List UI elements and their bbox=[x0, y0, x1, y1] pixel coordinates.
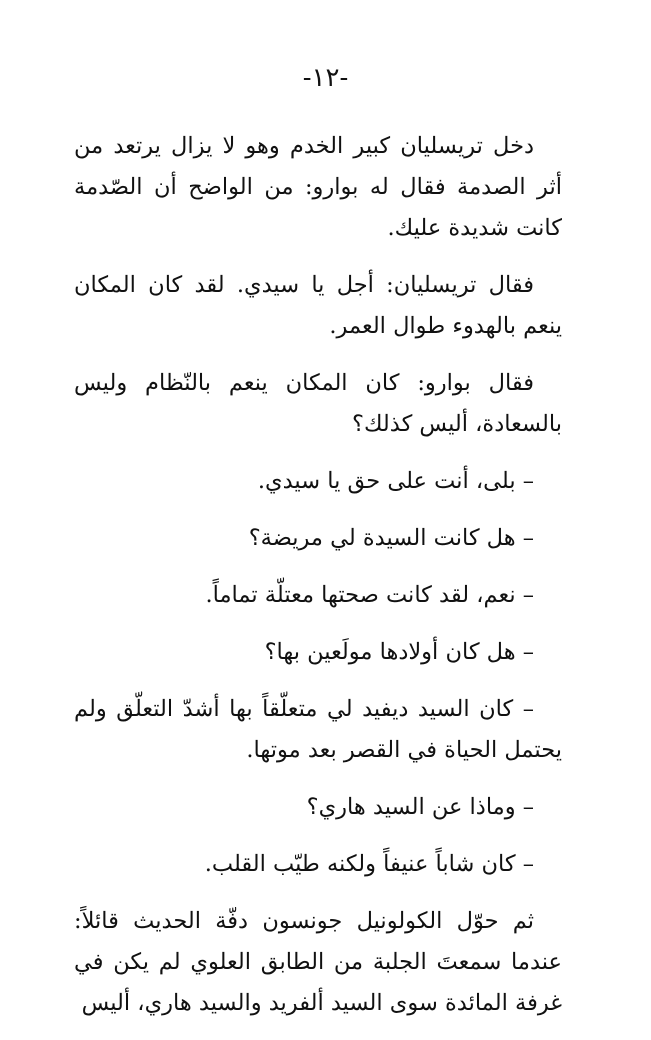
body-text bbox=[74, 126, 562, 1040]
paragraph-2: فقال تريسليان: أجل يا سيدي. لقد كان المكان ينعم بالهدوء طوال العمر. bbox=[74, 272, 562, 339]
paragraph-1: دخل تريسليان كبير الخدم وهو لا يزال يرتعد من أثر الصدمة فقال له بوارو: من الواضح أن الصّدمة كانت شديدة عليك. bbox=[74, 133, 562, 241]
dialog-line-2: – هل كانت السيدة لي مريضة؟ bbox=[248, 525, 534, 551]
dialog-line-1: – بلى، أنت على حق يا سيدي. bbox=[257, 468, 534, 494]
dialog-line-5: – كان السيد ديفيد لي متعلّقاً بها أشدّ التعلّق ولم يحتمل الحياة في القصر بعد موتها. bbox=[74, 696, 562, 763]
dialog-line-7: – كان شاباً عنيفاً ولكنه طيّب القلب. bbox=[204, 851, 534, 877]
paragraph-4: ثم حوّل الكولونيل جونسون دفّة الحديث قائلاً: عندما سمعتَ الجلبة من الطابق العلوي لم يكن في غرفة المائدة سوى السيد ألفريد والسيد هاري، أليس bbox=[74, 908, 562, 1016]
dialog-line-3: – نعم، لقد كانت صحتها معتلّة تماماً. bbox=[205, 582, 534, 608]
dialog-line-4: – هل كان أولادها مولَعين بها؟ bbox=[264, 639, 534, 665]
paragraph-3: فقال بوارو: كان المكان ينعم بالنّظام وليس بالسعادة، أليس كذلك؟ bbox=[74, 370, 562, 437]
dialog-line-6: – وماذا عن السيد هاري؟ bbox=[306, 794, 534, 820]
page-number: -١٢- bbox=[302, 63, 349, 93]
